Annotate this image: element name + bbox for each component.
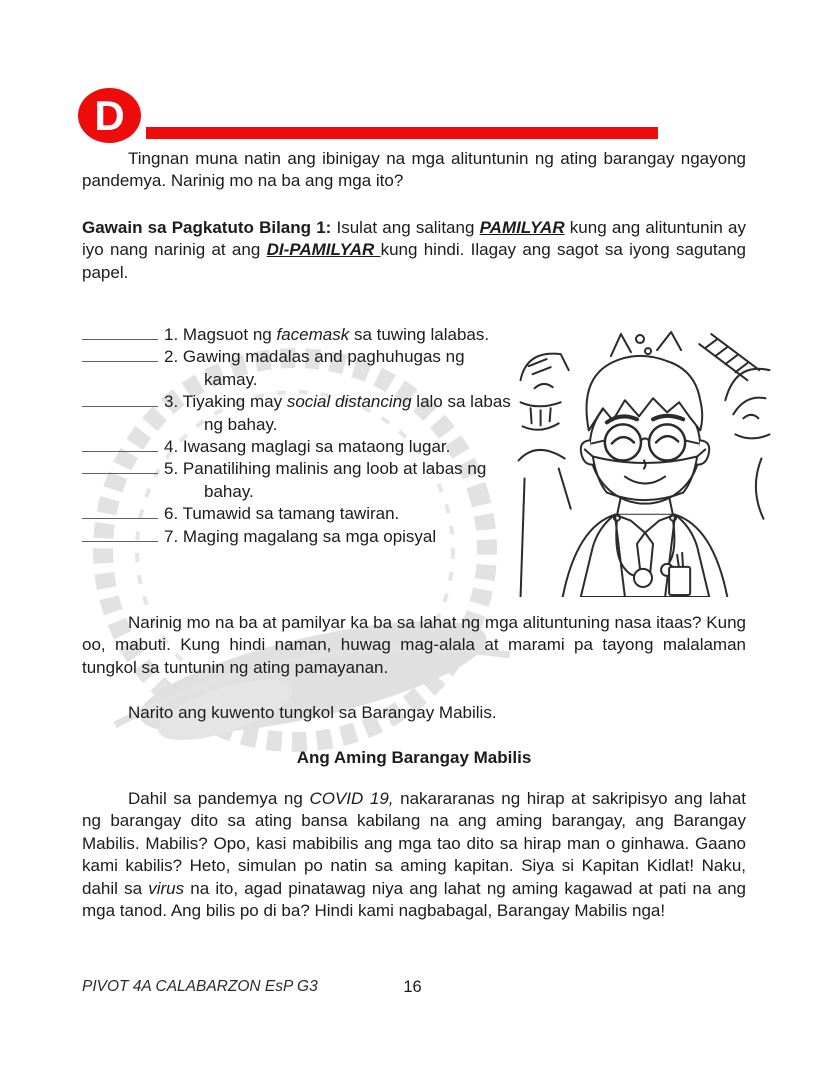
reflection-text: Narinig mo na ba at pamilyar ka ba sa lahat ng mga alituntuning nasa itaas? Kung oo, mabuti. Kung hindi naman, huwag mag-alala at marami pa tayong malalaman tungkol sa tuntunin ng ating pamayanan. [82,613,746,677]
activity-instruction-3: kung hindi. Ilagay ang sagot sa iyong sagutang papel. [82,240,746,282]
story-lead-in-text: Narito ang kuwento tungkol sa Barangay Mabilis. [128,703,497,722]
list-item [82,436,518,458]
answer-blank [82,459,158,474]
list-item [82,346,518,391]
item-text-italic: social distancing [286,392,412,412]
activity-instructions [82,217,746,284]
story-text-italic: virus [148,878,185,898]
list-item [82,324,518,346]
list-item [82,458,518,503]
intro-text: Tingnan muna natin ang ibinigay na mga alituntunin ng ating barangay ngayong pandemya. Narinig mo na ba ang mga ito? [82,149,746,191]
footer-source: PIVOT 4A CALABARZON EsP G3 [82,978,318,995]
doctor-figure [563,356,728,597]
list-item [82,391,518,436]
story-text: nakararanas ng hirap at sakripisyo ang lahat ng barangay dito sa ating bansa kabilang na ang aming barangay, ang Barangay Mabilis. Mabilis? Opo, kasi mabibilis ang mga tao dito sa hirap man o ginhawa. Gaano kami kabilis? Heto, simulan po natin sa aming kapitan. Siya si Kapitan Kidlat! Naku, dahil sa [82,789,746,898]
answer-blank [82,392,158,407]
section-divider-bar [146,127,658,139]
item-number: 5. [164,459,183,479]
item-text-italic: facemask [276,325,350,344]
story-text: Dahil sa pandemya ng [128,789,310,808]
item-text: Iwasang maglagi sa mataong lugar. [182,437,451,457]
answer-blank [82,504,158,519]
item-number: 7. [164,526,183,546]
reflection-paragraph [82,612,746,679]
section-d-badge [78,88,141,143]
item-number: 2. [164,347,183,367]
activity-keyword-pamilyar: PAMILYAR [479,218,565,237]
story-lead-in [82,702,746,724]
doctor-illustration [516,328,772,597]
item-text: Tumawid sa tamang tawiran. [182,504,400,524]
item-text: Maging magalang sa mga opisyal [182,526,437,546]
activity-title: Gawain sa Pagkatuto Bilang 1: [82,218,332,237]
answer-blank [82,347,158,362]
answer-blank [82,527,158,542]
item-number: 3. [164,392,183,412]
list-item [82,526,518,548]
item-number: 1. [164,325,183,344]
story-text-italic: COVID 19, [309,789,394,808]
section-letter: D [94,91,125,139]
activity-instruction-2: kung ang alituntunin ay iyo nang narinig at ang [82,218,746,260]
item-number: 6. [164,504,183,524]
item-text: Tiyaking may [182,392,287,412]
item-text: sa tuwing lalabas. [349,325,490,344]
story-title: Ang Aming Barangay Mabilis [296,748,532,767]
story-paragraph [82,788,746,922]
intro-paragraph [82,148,746,193]
item-text: Magsuot ng [182,325,277,344]
activity-keyword-dipamilyar: DI-PAMILYAR [266,240,381,260]
footer-page-number: 16 [403,978,422,996]
answer-blank [82,437,158,452]
item-text: Panatilihing malinis ang loob at labas ng bahay. [182,459,487,501]
item-text: lalo sa labas ng bahay. [204,392,511,434]
activity-item-list [82,324,518,548]
item-number: 4. [164,437,183,457]
list-item [82,503,518,525]
item-text: Gawing madalas and paghuhugas ng kamay. [182,347,465,389]
answer-blank [82,325,158,340]
activity-instruction-1: Isulat ang salitang [331,218,480,237]
story-text: na ito, agad pinatawag niya ang lahat ng aming kagawad at pati na ang mga tanod. Ang bilis po di ba? Hindi kami nagbabagal, Barangay Mabilis nga! [82,878,746,921]
